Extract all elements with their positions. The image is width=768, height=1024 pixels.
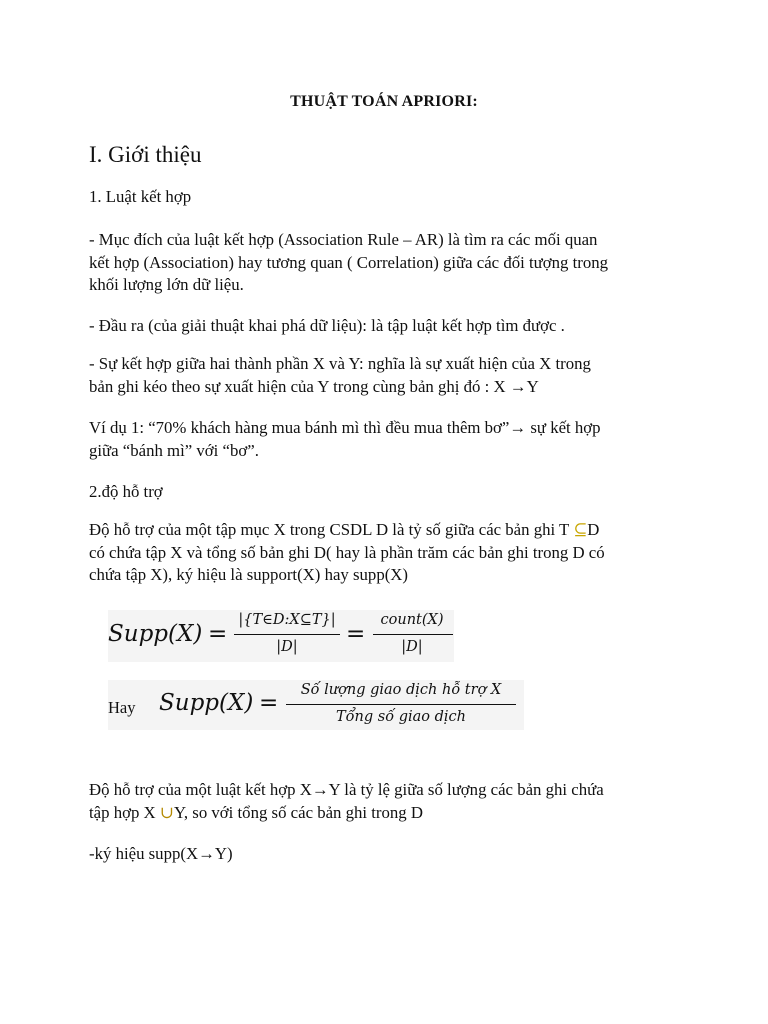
text-fragment: D <box>587 520 600 539</box>
text-fragment: Ví dụ 1: “70% khách hàng mua bánh mì thì đều mua thêm bơ” <box>89 418 510 437</box>
paragraph-example <box>89 417 689 462</box>
fraction-bar <box>286 704 516 705</box>
formula-denominator: |D| <box>401 639 423 655</box>
paragraph-line <box>89 779 689 802</box>
paragraph-line: - Đầu ra (của giải thuật khai phá dữ liệu): là tập luật kết hợp tìm được . <box>89 316 565 335</box>
fraction-bar <box>234 634 340 635</box>
text-fragment: bản ghi kéo theo sự xuất hiện của Y trong cùng bản ghị đó : X <box>89 376 510 396</box>
paragraph-combination <box>89 353 689 398</box>
arrow-right-icon: → <box>509 376 527 396</box>
paragraph-line <box>89 519 689 542</box>
formula-numerator: count(X) <box>380 612 444 628</box>
paragraph-line <box>89 802 689 825</box>
formula-equals: = <box>208 621 228 647</box>
document-title: THUẬT TOÁN APRIORI: <box>290 93 478 110</box>
text-fragment: Độ hỗ trợ của một luật kết hợp X <box>89 780 312 799</box>
text-fragment: Y là tỷ lệ giữa số lượng các bản ghi chứa <box>328 780 604 799</box>
paragraph-line: kết hợp (Association) hay tương quan ( Correlation) giữa các đối tượng trong <box>89 252 608 272</box>
union-symbol: ∪ <box>159 802 174 822</box>
paragraph-line: - Mục đích của luật kết hợp (Association Rule – AR) là tìm ra các mối quan <box>89 230 598 249</box>
formula-lhs: Supp(X) <box>159 690 254 716</box>
paragraph-line <box>89 843 689 866</box>
text-fragment: Độ hỗ trợ của một tập mục X trong CSDL D là tỷ số giữa các bản ghi T <box>89 520 574 539</box>
section-heading: I. Giới thiệu <box>89 142 202 167</box>
paragraph-line: chứa tập X), ký hiệu là support(X) hay supp(X) <box>89 565 408 584</box>
paragraph-line: - Sự kết hợp giữa hai thành phần X và Y: nghĩa là sự xuất hiện của X trong <box>89 354 591 373</box>
paragraph-support-definition <box>89 519 689 587</box>
formula-equals: = <box>259 690 279 716</box>
text-fragment: Y) <box>214 844 233 863</box>
paragraph-line: có chứa tập X và tổng số bản ghi D( hay là phần trăm các bản ghi trong D có <box>89 542 605 562</box>
formula-support-words <box>108 680 524 730</box>
text-fragment: -ký hiệu supp(X <box>89 844 199 863</box>
arrow-right-icon: → <box>509 418 527 437</box>
text-fragment: Y <box>526 376 539 396</box>
formula-equals: = <box>346 621 366 647</box>
paragraph-output <box>89 315 689 338</box>
fraction-bar <box>373 634 453 635</box>
subheading-support <box>89 481 689 504</box>
hay-label: Hay <box>108 698 136 717</box>
paragraph-notation <box>89 843 689 866</box>
formula-numerator: Số lượng giao dịch hỗ trợ X <box>300 682 502 698</box>
arrow-right-icon: → <box>198 844 215 863</box>
subset-symbol: ⊆ <box>573 520 588 539</box>
paragraph-line <box>89 376 689 399</box>
subheading-text: 1. Luật kết hợp <box>89 187 192 206</box>
paragraph-line: khối lượng lớn dữ liệu. <box>89 275 244 294</box>
formula-lhs: Supp(X) <box>108 621 203 647</box>
text-fragment: tập hợp X <box>89 802 160 822</box>
arrow-right-icon: → <box>311 780 329 799</box>
paragraph-purpose <box>89 229 689 297</box>
formula-denominator: |D| <box>276 639 298 655</box>
paragraph-line <box>89 417 689 440</box>
subheading-text: 2.độ hỗ trợ <box>89 482 163 501</box>
paragraph-rule-support <box>89 779 689 824</box>
paragraph-line: giữa “bánh mì” với “bơ”. <box>89 440 259 460</box>
formula-numerator: |{T∈D:X⊆T}| <box>238 612 336 628</box>
text-fragment: sự kết hợp <box>526 418 601 437</box>
formula-denominator: Tổng số giao dịch <box>336 709 466 725</box>
text-fragment: Y, so với tổng số các bản ghi trong D <box>173 802 424 822</box>
subheading-association-rule <box>89 186 689 209</box>
formula-support-definition <box>108 610 454 662</box>
